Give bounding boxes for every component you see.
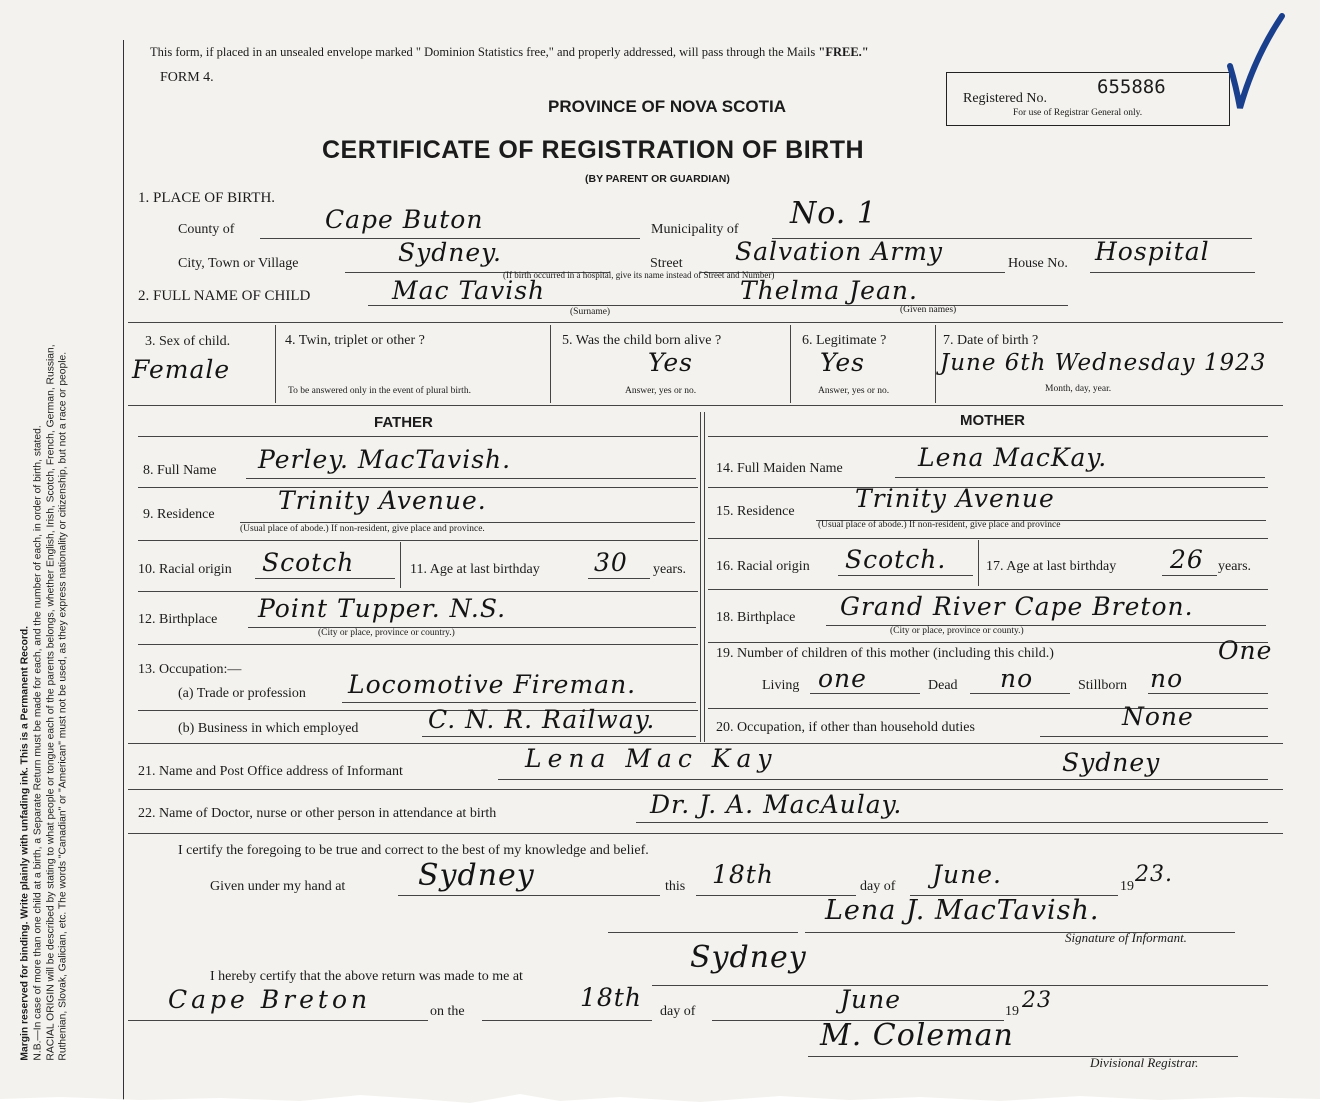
province-heading: PROVINCE OF NOVA SCOTIA bbox=[548, 97, 787, 116]
mother-age-label: 17. Age at last birthday bbox=[986, 559, 1117, 574]
mail-notice-free: "FREE." bbox=[818, 45, 869, 59]
certify-month: June. bbox=[932, 860, 1002, 889]
father-heading: FATHER bbox=[374, 414, 433, 431]
mother-heading: MOTHER bbox=[960, 412, 1025, 429]
legitimate-label: 6. Legitimate ? bbox=[802, 333, 887, 348]
trade-label: (a) Trade or profession bbox=[178, 686, 306, 701]
county-value: Cape Buton bbox=[325, 205, 484, 234]
children-count-label: 19. Number of children of this mother (including this child.) bbox=[716, 646, 1054, 661]
mother-race-label: 16. Racial origin bbox=[716, 559, 810, 574]
dead-value: no bbox=[1000, 664, 1034, 693]
father-age: 30 bbox=[594, 548, 628, 577]
child-name-label: 2. FULL NAME OF CHILD bbox=[138, 288, 311, 304]
surname-caption: (Surname) bbox=[570, 307, 611, 317]
sex-label: 3. Sex of child. bbox=[145, 334, 231, 349]
father-age-label: 11. Age at last birthday bbox=[410, 562, 540, 577]
mother-name: Lena MacKay. bbox=[918, 443, 1108, 472]
margin-notes bbox=[19, 61, 70, 1061]
informant-signature-caption: Signature of Informant. bbox=[1065, 930, 1187, 945]
legitimate-value: Yes bbox=[820, 348, 865, 377]
mother-birthplace-label: 18. Birthplace bbox=[716, 610, 796, 625]
father-birthplace-label: 12. Birthplace bbox=[138, 612, 218, 627]
alive-label: 5. Was the child born alive ? bbox=[562, 333, 722, 348]
father-name: Perley. MacTavish. bbox=[258, 445, 512, 474]
street-label: Street bbox=[650, 256, 683, 271]
mother-race: Scotch. bbox=[845, 545, 947, 574]
informant-signature: Lena J. MacTavish. bbox=[825, 895, 1100, 926]
registration-number: 655886 bbox=[1097, 76, 1166, 98]
twin-label: 4. Twin, triplet or other ? bbox=[285, 333, 425, 348]
street-value: Salvation Army bbox=[735, 237, 944, 266]
form-number: FORM 4. bbox=[160, 70, 214, 85]
mother-birthplace: Grand River Cape Breton. bbox=[840, 592, 1194, 621]
registrar-on-label: on the bbox=[430, 1004, 465, 1019]
father-birthplace: Point Tupper. N.S. bbox=[258, 594, 507, 623]
living-label: Living bbox=[762, 678, 800, 693]
sex-value: Female bbox=[132, 355, 231, 384]
twin-note: To be answered only in the event of plural birth. bbox=[288, 386, 471, 396]
father-name-label: 8. Full Name bbox=[143, 463, 217, 478]
municipality-label: Municipality of bbox=[651, 222, 739, 237]
children-count: One bbox=[1218, 636, 1273, 665]
checkmark-icon bbox=[1226, 8, 1286, 123]
certify-year-prefix: 19 bbox=[1120, 879, 1134, 894]
registrar-county: Cape Breton bbox=[168, 985, 372, 1014]
torn-edge bbox=[0, 1085, 1320, 1107]
trade-value: Locomotive Fireman. bbox=[348, 670, 637, 699]
city-value: Sydney. bbox=[398, 238, 502, 267]
father-residence: Trinity Avenue. bbox=[278, 486, 487, 515]
margin-note-line: Margin reserved for binding. Write plainly with unfading ink. This is a Permanent Record. bbox=[19, 625, 31, 1061]
informant-label: 21. Name and Post Office address of Informant bbox=[138, 764, 403, 779]
mother-residence: Trinity Avenue bbox=[855, 484, 1055, 513]
mother-birthplace-caption: (City or place, province or county.) bbox=[890, 626, 1024, 636]
alive-caption: Answer, yes or no. bbox=[625, 386, 697, 396]
certificate-title: CERTIFICATE OF REGISTRATION OF BIRTH bbox=[322, 136, 865, 164]
certify-year: 23. bbox=[1135, 862, 1173, 887]
mother-residence-label: 15. Residence bbox=[716, 504, 795, 519]
doctor-name: Dr. J. A. MacAulay. bbox=[650, 790, 903, 819]
place-of-birth-heading: 1. PLACE OF BIRTH. bbox=[138, 190, 276, 206]
child-surname: Mac Tavish bbox=[392, 276, 546, 305]
dob-label: 7. Date of birth ? bbox=[943, 333, 1039, 348]
dead-label: Dead bbox=[928, 678, 958, 693]
registrar-signature-caption: Divisional Registrar. bbox=[1090, 1055, 1199, 1070]
occupation-label: 13. Occupation:— bbox=[138, 662, 242, 677]
certify-statement: I certify the foregoing to be true and correct to the best of my knowledge and belief. bbox=[178, 843, 649, 858]
margin-note-line: RACIAL ORIGIN will be described by stating to what people or tongue each of the parents belongs, whether English, Irish, Scotch, French, German, Russian, bbox=[45, 344, 56, 1061]
house-label: House No. bbox=[1008, 256, 1068, 271]
mother-occupation: None bbox=[1122, 702, 1194, 731]
municipality-value: No. 1 bbox=[790, 196, 877, 231]
father-residence-caption: (Usual place of abode.) If non-resident, give place and province. bbox=[240, 524, 485, 534]
informant-name: Lena Mac Kay bbox=[525, 744, 778, 773]
mother-name-label: 14. Full Maiden Name bbox=[716, 461, 843, 476]
given-caption: (Given names) bbox=[900, 305, 957, 315]
margin-note-line: N.B.—In case of more than one child at a birth, a Separate Return must be made for each, and the number of each, in order of birth, stated. bbox=[32, 425, 44, 1061]
registrar-statement: I hereby certify that the above return was made to me at bbox=[210, 969, 523, 984]
this-label: this bbox=[665, 879, 686, 894]
registrar-year-prefix: 19 bbox=[1005, 1004, 1019, 1019]
legitimate-caption: Answer, yes or no. bbox=[818, 386, 890, 396]
registrar-day-of-label: day of bbox=[660, 1004, 696, 1019]
certificate-subtitle: (BY PARENT OR GUARDIAN) bbox=[585, 173, 730, 185]
mail-notice-text: This form, if placed in an unsealed envelope marked " Dominion Statistics free," and properly addressed, will pass through the Mails bbox=[150, 45, 816, 59]
child-given-names: Thelma Jean. bbox=[740, 276, 918, 305]
father-residence-label: 9. Residence bbox=[143, 507, 215, 522]
certify-day: 18th bbox=[712, 860, 774, 889]
registrar-year: 23 bbox=[1022, 988, 1052, 1013]
registration-box bbox=[946, 72, 1230, 126]
binding-margin-rule bbox=[123, 40, 124, 1100]
informant-address: Sydney bbox=[1062, 748, 1161, 777]
margin-note-line: Ruthenian, Slovak, Galician, etc. The words "Canadian" or "American" must not be used, as they express nationality or citizenship, but not a race or people. bbox=[57, 351, 69, 1061]
registration-note: For use of Registrar General only. bbox=[1013, 108, 1143, 118]
hospital-note: (If birth occurred in a hospital, give its name instead of Street and Number) bbox=[503, 270, 775, 280]
city-label: City, Town or Village bbox=[178, 256, 299, 271]
father-age-years: years. bbox=[653, 562, 687, 577]
mail-notice bbox=[150, 45, 869, 60]
mother-occupation-label: 20. Occupation, if other than household duties bbox=[716, 720, 975, 735]
stillborn-value: no bbox=[1150, 664, 1184, 693]
registrar-month: June bbox=[840, 985, 902, 1014]
county-label: County of bbox=[178, 222, 235, 237]
father-race-label: 10. Racial origin bbox=[138, 562, 232, 577]
dob-value: June 6th Wednesday 1923 bbox=[940, 350, 1267, 376]
mother-residence-caption: (Usual place of abode.) If non-resident, give place and province bbox=[818, 520, 1061, 530]
business-value: C. N. R. Railway. bbox=[428, 705, 656, 734]
registration-label: Registered No. bbox=[963, 91, 1047, 106]
father-race: Scotch bbox=[262, 548, 355, 577]
registrar-day: 18th bbox=[580, 983, 642, 1012]
living-value: one bbox=[818, 664, 867, 693]
house-value: Hospital bbox=[1095, 237, 1210, 266]
doctor-label: 22. Name of Doctor, nurse or other person in attendance at birth bbox=[138, 806, 497, 821]
certify-place: Sydney bbox=[418, 858, 535, 893]
day-of-label: day of bbox=[860, 879, 896, 894]
stillborn-label: Stillborn bbox=[1078, 678, 1128, 693]
registrar-place: Sydney bbox=[690, 940, 807, 975]
business-label: (b) Business in which employed bbox=[178, 721, 359, 736]
dob-caption: Month, day, year. bbox=[1045, 384, 1112, 394]
mother-age: 26 bbox=[1170, 545, 1204, 574]
alive-value: Yes bbox=[648, 348, 693, 377]
registrar-signature: M. Coleman bbox=[820, 1018, 1014, 1053]
parents-divider bbox=[700, 412, 701, 742]
given-under-label: Given under my hand at bbox=[210, 879, 346, 894]
father-birthplace-caption: (City or place, province or country.) bbox=[318, 628, 455, 638]
mother-age-years: years. bbox=[1218, 559, 1252, 574]
